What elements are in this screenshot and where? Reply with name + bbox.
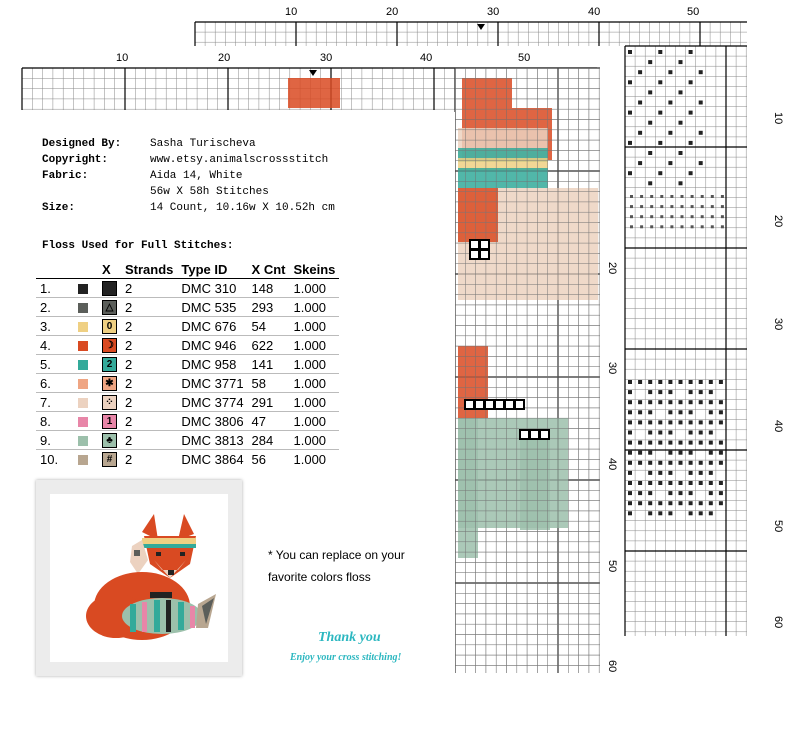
floss-color-cell [72,431,98,450]
floss-symbol: 2 [102,357,117,372]
floss-header-x: X [98,260,121,279]
floss-swatch [78,284,88,294]
ruler-number-top-back: 40 [588,6,601,18]
floss-count: 141 [248,355,290,374]
floss-header-cnt: X Cnt [248,260,290,279]
fox-preview-image [50,494,228,662]
pattern-color-block [520,440,550,530]
floss-swatch [78,436,88,446]
floss-num: 7. [36,393,72,412]
size-label: Size: [42,202,76,214]
floss-symbol-cell [98,336,121,355]
floss-count: 47 [248,412,290,431]
floss-symbol: ⁘ [102,395,117,410]
floss-count: 54 [248,317,290,336]
floss-type: DMC 3771 [177,374,247,393]
ruler-number-top-back: 30 [487,6,500,18]
floss-strands: 2 [121,355,177,374]
floss-num: 9. [36,431,72,450]
floss-count: 291 [248,393,290,412]
floss-symbol-cell [98,412,121,431]
ruler-number-right-back: 60 [772,616,784,629]
pattern-symbol-square [470,240,479,249]
floss-strands: 2 [121,317,177,336]
floss-symbol: # [102,452,117,467]
ruler-number-top-back: 10 [285,6,298,18]
pattern-symbol-square [520,430,529,439]
floss-num: 2. [36,298,72,317]
floss-swatch [78,303,88,313]
floss-strands: 2 [121,450,177,469]
pattern-symbol-square [530,430,539,439]
floss-strands: 2 [121,431,177,450]
pattern-symbol-square [540,430,549,439]
pattern-symbol-square [495,400,504,409]
floss-type: DMC 535 [177,298,247,317]
thank-you-subtitle: Enjoy your cross stitching! [290,652,402,663]
floss-row [36,279,339,298]
copyright-label: Copyright: [42,154,109,166]
floss-symbol-cell [98,431,121,450]
ruler-number-right-back: 40 [772,420,784,433]
floss-color-cell [72,412,98,431]
floss-type: DMC 3813 [177,431,247,450]
floss-color-cell [72,317,98,336]
floss-header-type: Type ID [177,260,247,279]
floss-type: DMC 946 [177,336,247,355]
floss-strands: 2 [121,393,177,412]
floss-header-strands: Strands [121,260,177,279]
floss-row [36,431,339,450]
thank-you-title: Thank you [318,630,381,645]
pattern-symbol-square [480,250,489,259]
floss-row [36,450,339,469]
floss-count: 284 [248,431,290,450]
floss-symbol: ✱ [102,376,117,391]
pattern-symbol-square [515,400,524,409]
floss-skeins: 1.000 [290,279,340,298]
floss-symbol: ☽ [102,338,117,353]
design-values [150,136,335,216]
fabric-value: Aida 14, White [150,170,243,182]
floss-type: DMC 310 [177,279,247,298]
designed-by-label: Designed By: [42,138,122,150]
floss-color-cell [72,336,98,355]
floss-type: DMC 676 [177,317,247,336]
floss-num: 6. [36,374,72,393]
floss-swatch [78,322,88,332]
ruler-number-top-front: 40 [420,52,433,64]
floss-row [36,374,339,393]
pattern-symbol-square [485,400,494,409]
floss-skeins: 1.000 [290,412,340,431]
ruler-number-right-back: 20 [772,215,784,228]
center-arrow-icon [477,24,485,30]
pattern-symbol-square [470,250,479,259]
floss-skeins: 1.000 [290,374,340,393]
floss-symbol [102,281,117,296]
note-line-1: * You can replace on your [268,548,405,562]
floss-row [36,317,339,336]
pattern-symbol-square [505,400,514,409]
floss-symbol-cell [98,317,121,336]
floss-skeins: 1.000 [290,355,340,374]
pattern-symbol-square [475,400,484,409]
floss-skeins: 1.000 [290,336,340,355]
floss-header-num [36,260,72,279]
fabric-label: Fabric: [42,170,89,182]
floss-color-cell [72,279,98,298]
pattern-symbol-square [465,400,474,409]
floss-type: DMC 3774 [177,393,247,412]
ruler-number-top-front: 20 [218,52,231,64]
floss-num: 4. [36,336,72,355]
ruler-number-right-back: 30 [772,318,784,331]
floss-skeins: 1.000 [290,431,340,450]
ruler-number-top-front: 30 [320,52,333,64]
ruler-number-top-back: 20 [386,6,399,18]
ruler-number-top-front: 50 [518,52,531,64]
floss-symbol-cell [98,279,121,298]
pattern-color-block [462,78,512,108]
note-line-2: favorite colors floss [268,570,371,584]
ruler-number-right-back: 10 [772,112,784,125]
floss-num: 3. [36,317,72,336]
floss-type: DMC 3806 [177,412,247,431]
floss-symbol-cell [98,393,121,412]
floss-header-skeins: Skeins [290,260,340,279]
floss-strands: 2 [121,336,177,355]
copyright-value: www.etsy.animalscrossstitch [150,154,329,166]
floss-symbol-cell [98,355,121,374]
ruler-number-top-front: 10 [116,52,129,64]
floss-symbol: ♣ [102,433,117,448]
floss-color-cell [72,450,98,469]
ruler-number-top-back: 50 [687,6,700,18]
stitches-value: 56w X 58h Stitches [150,186,269,198]
floss-symbol: △ [102,300,117,315]
floss-skeins: 1.000 [290,450,340,469]
floss-symbol: 1 [102,414,117,429]
framed-preview [36,480,242,676]
floss-strands: 2 [121,279,177,298]
floss-num: 1. [36,279,72,298]
floss-num: 8. [36,412,72,431]
floss-row [36,355,339,374]
floss-symbol-cell [98,298,121,317]
floss-symbol-cell [98,374,121,393]
floss-row [36,393,339,412]
size-value: 14 Count, 10.16w X 10.52h cm [150,202,335,214]
floss-count: 622 [248,336,290,355]
designed-by-value: Sasha Turischeva [150,138,256,150]
pattern-color-block [288,78,340,108]
floss-type: DMC 3864 [177,450,247,469]
floss-header-color [72,260,98,279]
floss-color-cell [72,298,98,317]
floss-color-cell [72,374,98,393]
ruler-number-right-front: 50 [606,560,618,573]
floss-type: DMC 958 [177,355,247,374]
pattern-color-block [458,188,498,242]
floss-count: 58 [248,374,290,393]
floss-row [36,336,339,355]
floss-table [36,260,339,468]
floss-color-cell [72,393,98,412]
floss-count: 148 [248,279,290,298]
floss-color-cell [72,355,98,374]
floss-num: 5. [36,355,72,374]
floss-swatch [78,360,88,370]
floss-swatch [78,341,88,351]
pattern-symbol-square [480,240,489,249]
floss-skeins: 1.000 [290,298,340,317]
floss-count: 56 [248,450,290,469]
floss-strands: 2 [121,374,177,393]
ruler-number-right-front: 40 [606,458,618,471]
floss-swatch [78,379,88,389]
floss-strands: 2 [121,412,177,431]
floss-skeins: 1.000 [290,317,340,336]
floss-row [36,412,339,431]
floss-swatch [78,455,88,465]
ruler-number-right-front: 20 [606,262,618,275]
floss-swatch [78,417,88,427]
floss-num: 10. [36,450,72,469]
floss-symbol: 0 [102,319,117,334]
floss-symbol-cell [98,450,121,469]
ruler-number-right-front: 60 [606,660,618,673]
floss-row [36,298,339,317]
floss-count: 293 [248,298,290,317]
ruler-number-right-front: 30 [606,362,618,375]
design-info [42,136,121,216]
preview-canvas [50,494,228,662]
floss-swatch [78,398,88,408]
floss-title: Floss Used for Full Stitches: [42,240,234,252]
ruler-number-right-back: 50 [772,520,784,533]
floss-skeins: 1.000 [290,393,340,412]
floss-strands: 2 [121,298,177,317]
